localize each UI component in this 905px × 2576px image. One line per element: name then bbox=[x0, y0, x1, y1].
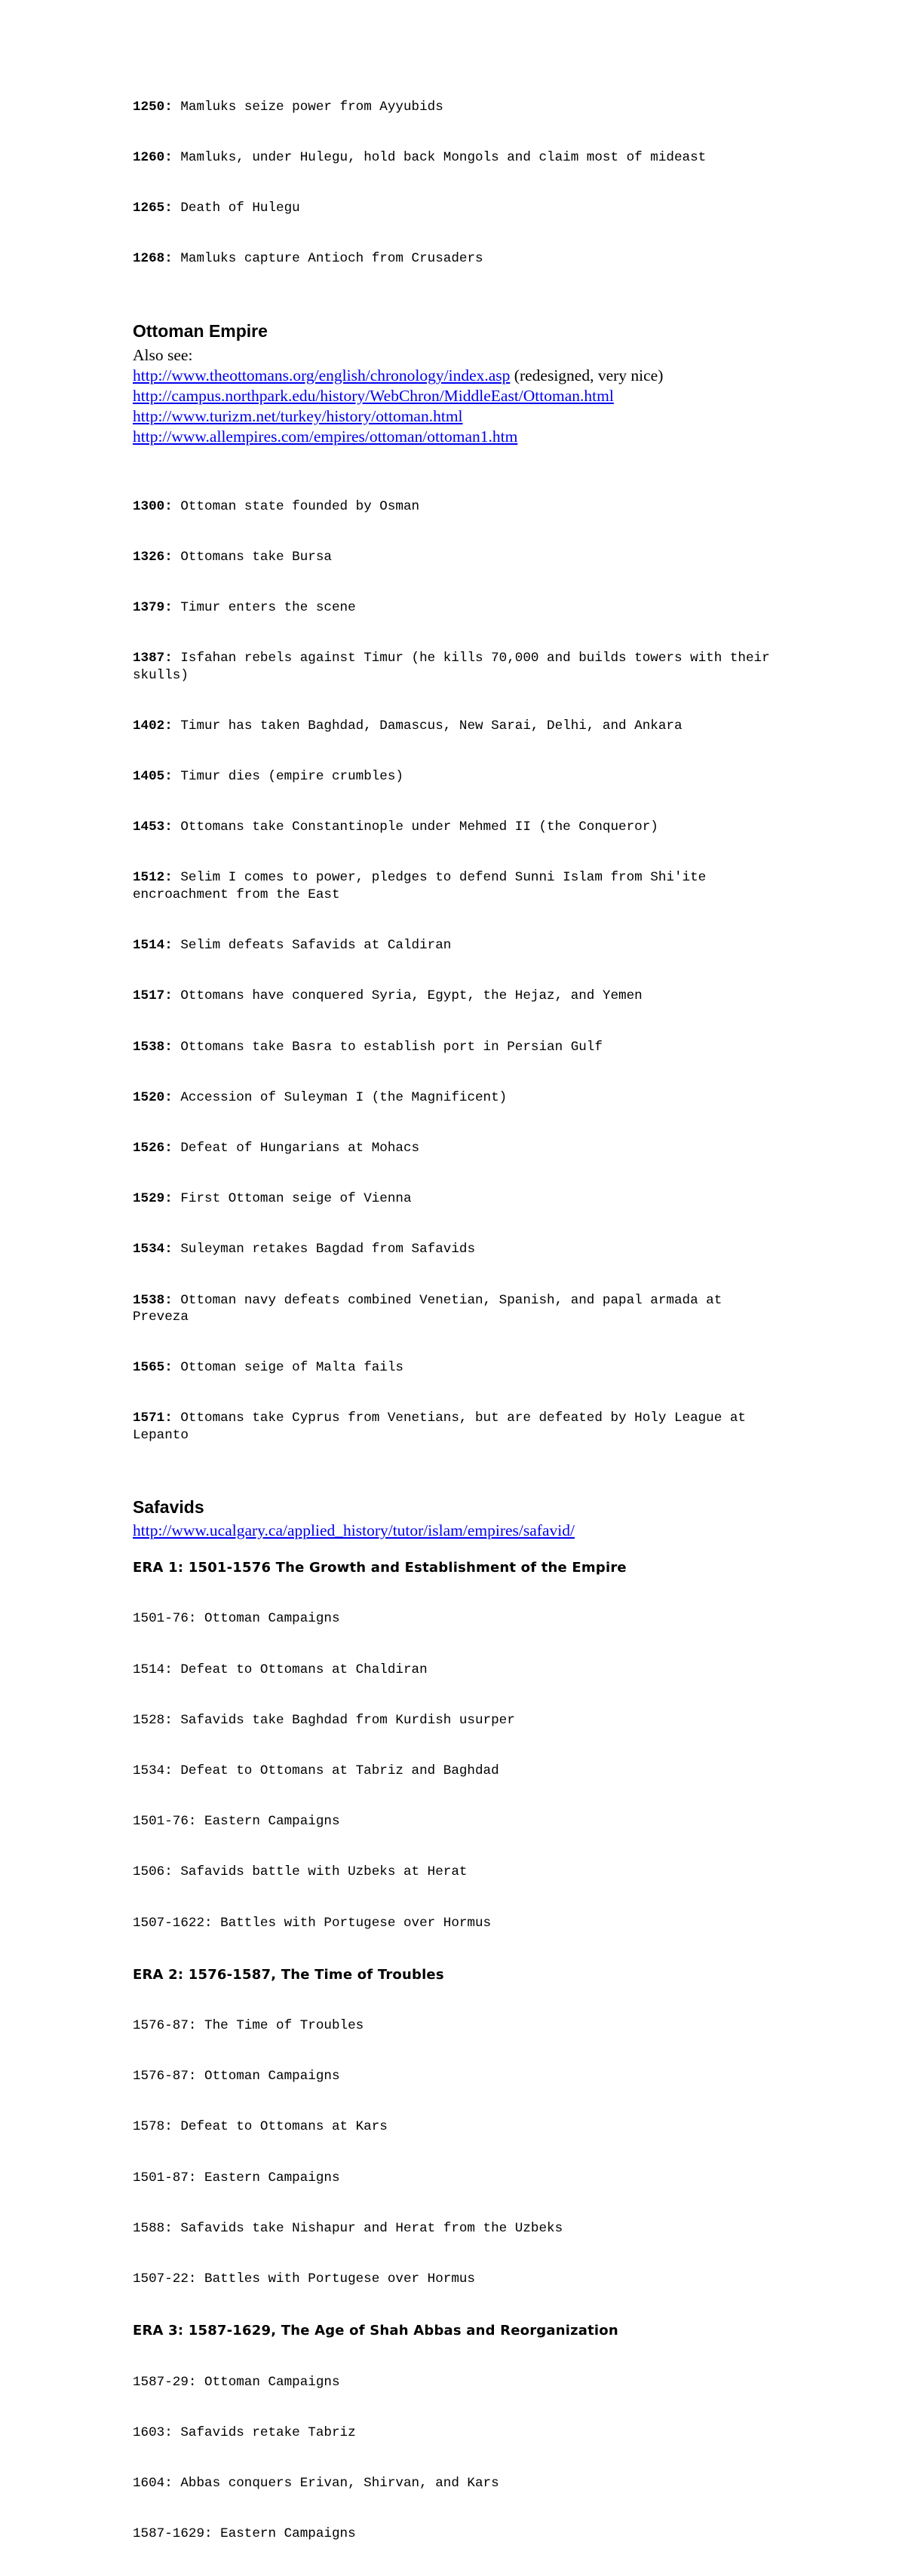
timeline-entry bbox=[133, 718, 774, 734]
timeline-entry bbox=[133, 599, 774, 616]
entry-year: 1520: bbox=[133, 1089, 173, 1105]
entry-text: Accession of Suleyman I (the Magnificent) bbox=[172, 1089, 508, 1105]
ottoman-links bbox=[133, 345, 827, 447]
era-item: 1534: Defeat to Ottomans at Tabriz and Baghdad bbox=[133, 1763, 499, 1778]
era-item: 1507-1622: Battles with Portugese over Hormus bbox=[133, 1915, 492, 1931]
era-item: 1587-29: Ottoman Campaigns bbox=[133, 2374, 340, 2390]
entry-year: 1300: bbox=[133, 498, 173, 514]
entry-text: Death of Hulegu bbox=[172, 201, 300, 216]
timeline-entry bbox=[133, 1089, 774, 1106]
link-ucalgary[interactable]: http://www.ucalgary.ca/applied_history/tutor/islam/empires/safavid/ bbox=[133, 1521, 575, 1540]
entry-year: 1565: bbox=[133, 1360, 173, 1376]
era-item: 1501-76: Eastern Campaigns bbox=[133, 1814, 340, 1830]
entry-year: 1512: bbox=[133, 870, 173, 886]
link-theottomans[interactable]: http://www.theottomans.org/english/chronology/index.asp bbox=[133, 366, 511, 384]
entry-year: 1571: bbox=[133, 1411, 173, 1426]
timeline-entry bbox=[133, 1140, 774, 1156]
timeline-entry bbox=[133, 988, 774, 1004]
timeline-entry bbox=[133, 819, 774, 835]
era-item: 1576-87: Ottoman Campaigns bbox=[133, 2069, 340, 2084]
timeline-entry bbox=[133, 549, 774, 565]
entry-text: Isfahan rebels against Timur (he kills 70,000 and builds towers with their skulls) bbox=[133, 651, 778, 683]
entry-text: Ottomans have conquered Syria, Egypt, the Hejaz, and Yemen bbox=[172, 988, 643, 1004]
entry-year: 1379: bbox=[133, 599, 173, 615]
era-item: 1528: Safavids take Baghdad from Kurdish usurper bbox=[133, 1712, 515, 1728]
timeline-entry bbox=[133, 250, 796, 267]
entry-text: Timur has taken Baghdad, Damascus, New Sarai, Delhi, and Ankara bbox=[172, 718, 683, 734]
entry-year: 1538: bbox=[133, 1039, 173, 1055]
link-row bbox=[133, 386, 827, 406]
link-turizm[interactable]: http://www.turizm.net/turkey/history/ottoman.html bbox=[133, 406, 463, 425]
link-allempires[interactable]: http://www.allempires.com/empires/ottoman/ottoman1.htm bbox=[133, 427, 518, 446]
era-item: 1604: Abbas conquers Erivan, Shirvan, and Kars bbox=[133, 2476, 499, 2491]
entry-text: Timur enters the scene bbox=[172, 599, 356, 615]
link-northpark[interactable]: http://campus.northpark.edu/history/WebChron/MiddleEast/Ottoman.html bbox=[133, 386, 614, 405]
era-item: 1587-1629: Eastern Campaigns bbox=[133, 2526, 356, 2542]
era-list bbox=[133, 2340, 827, 2576]
safavids-heading: Safavids bbox=[133, 1497, 204, 1518]
timeline-entry bbox=[133, 1359, 774, 1376]
timeline-entry bbox=[133, 1190, 774, 1207]
timeline-entry bbox=[133, 200, 796, 216]
entry-text: Ottoman state founded by Osman bbox=[172, 498, 420, 514]
entry-text: Ottomans take Cyprus from Venetians, but are defeated by Holy League at Lepanto bbox=[133, 1411, 754, 1443]
entry-text: Mamluks capture Antioch from Crusaders bbox=[172, 251, 483, 267]
era-item: 1501-87: Eastern Campaigns bbox=[133, 2170, 340, 2185]
era-list bbox=[133, 1576, 827, 1965]
link-row bbox=[133, 366, 827, 386]
entry-year: 1514: bbox=[133, 938, 173, 954]
entry-year: 1402: bbox=[133, 718, 173, 734]
entry-text: Defeat of Hungarians at Mohacs bbox=[172, 1140, 420, 1156]
timeline-entry bbox=[133, 650, 778, 684]
entry-text: Mamluks seize power from Ayyubids bbox=[172, 99, 443, 115]
entry-year: 1405: bbox=[133, 769, 173, 784]
entry-text: Ottomans take Bursa bbox=[172, 549, 332, 565]
also-see-label: Also see: bbox=[133, 345, 193, 364]
link-row bbox=[133, 406, 827, 427]
timeline-entry bbox=[133, 768, 774, 785]
entry-text: Ottomans take Constantinople under Mehmed II (the Conqueror) bbox=[172, 819, 658, 835]
entry-year: 1534: bbox=[133, 1242, 173, 1257]
era-item: 1507-22: Battles with Portugese over Hormus bbox=[133, 2271, 475, 2287]
ottoman-timeline bbox=[133, 464, 778, 1478]
entry-text: Suleyman retakes Bagdad from Safavids bbox=[172, 1242, 475, 1257]
entry-year: 1529: bbox=[133, 1191, 173, 1207]
timeline-entry bbox=[133, 1292, 774, 1326]
entry-year: 1265: bbox=[133, 201, 173, 216]
entry-text: Ottoman navy defeats combined Venetian, Spanish, and papal armada at Preveza bbox=[133, 1292, 730, 1325]
entry-year: 1260: bbox=[133, 150, 173, 166]
timeline-entry bbox=[133, 937, 774, 954]
era-item: 1506: Safavids battle with Uzbeks at Herat bbox=[133, 1864, 468, 1880]
entry-year: 1538: bbox=[133, 1292, 173, 1308]
era-item: 1501-76: Ottoman Campaigns bbox=[133, 1611, 340, 1627]
era-heading: ERA 3: 1587-1629, The Age of Shah Abbas and Reorganization bbox=[133, 2323, 618, 2339]
timeline-entry bbox=[133, 869, 774, 903]
era-list bbox=[133, 1983, 827, 2321]
timeline-entry bbox=[133, 1410, 774, 1444]
era-heading: ERA 2: 1576-1587, The Time of Troubles bbox=[133, 1966, 444, 1983]
safavid-eras bbox=[133, 1560, 827, 2576]
entry-text: Mamluks, under Hulegu, hold back Mongols and claim most of mideast bbox=[172, 150, 707, 166]
entry-text: Timur dies (empire crumbles) bbox=[172, 769, 403, 784]
entry-year: 1387: bbox=[133, 651, 173, 666]
entry-text: Ottomans take Basra to establish port in Persian Gulf bbox=[172, 1039, 603, 1055]
entry-year: 1268: bbox=[133, 251, 173, 267]
timeline-entry bbox=[133, 149, 796, 166]
timeline-entry bbox=[133, 99, 796, 115]
safavids-links bbox=[133, 1521, 827, 1541]
link-note: (redesigned, very nice) bbox=[510, 366, 664, 384]
entry-text: First Ottoman seige of Vienna bbox=[172, 1191, 412, 1207]
entry-year: 1517: bbox=[133, 988, 173, 1004]
entry-text: Selim I comes to power, pledges to defend Sunni Islam from Shi'ite encroachment from the East bbox=[133, 870, 714, 902]
era-heading: ERA 1: 1501-1576 The Growth and Establishment of the Empire bbox=[133, 1560, 627, 1576]
link-row bbox=[133, 427, 827, 447]
timeline-entry bbox=[133, 498, 774, 515]
timeline-entry bbox=[133, 1039, 774, 1055]
entry-year: 1326: bbox=[133, 549, 173, 565]
era-item: 1576-87: The Time of Troubles bbox=[133, 2018, 364, 2034]
timeline-entry bbox=[133, 1241, 774, 1257]
mamluk-timeline bbox=[133, 65, 796, 302]
entry-text: Selim defeats Safavids at Caldiran bbox=[172, 938, 452, 954]
ottoman-heading: Ottoman Empire bbox=[133, 320, 268, 341]
era-item: 1588: Safavids take Nishapur and Herat from the Uzbeks bbox=[133, 2220, 563, 2236]
era-item: 1578: Defeat to Ottomans at Kars bbox=[133, 2119, 388, 2135]
entry-text: Ottoman seige of Malta fails bbox=[172, 1360, 403, 1376]
entry-year: 1250: bbox=[133, 99, 173, 115]
document-page bbox=[133, 65, 827, 2576]
era-item: 1514: Defeat to Ottomans at Chaldiran bbox=[133, 1662, 428, 1677]
era-item: 1603: Safavids retake Tabriz bbox=[133, 2424, 356, 2440]
entry-year: 1453: bbox=[133, 819, 173, 835]
entry-year: 1526: bbox=[133, 1140, 173, 1156]
